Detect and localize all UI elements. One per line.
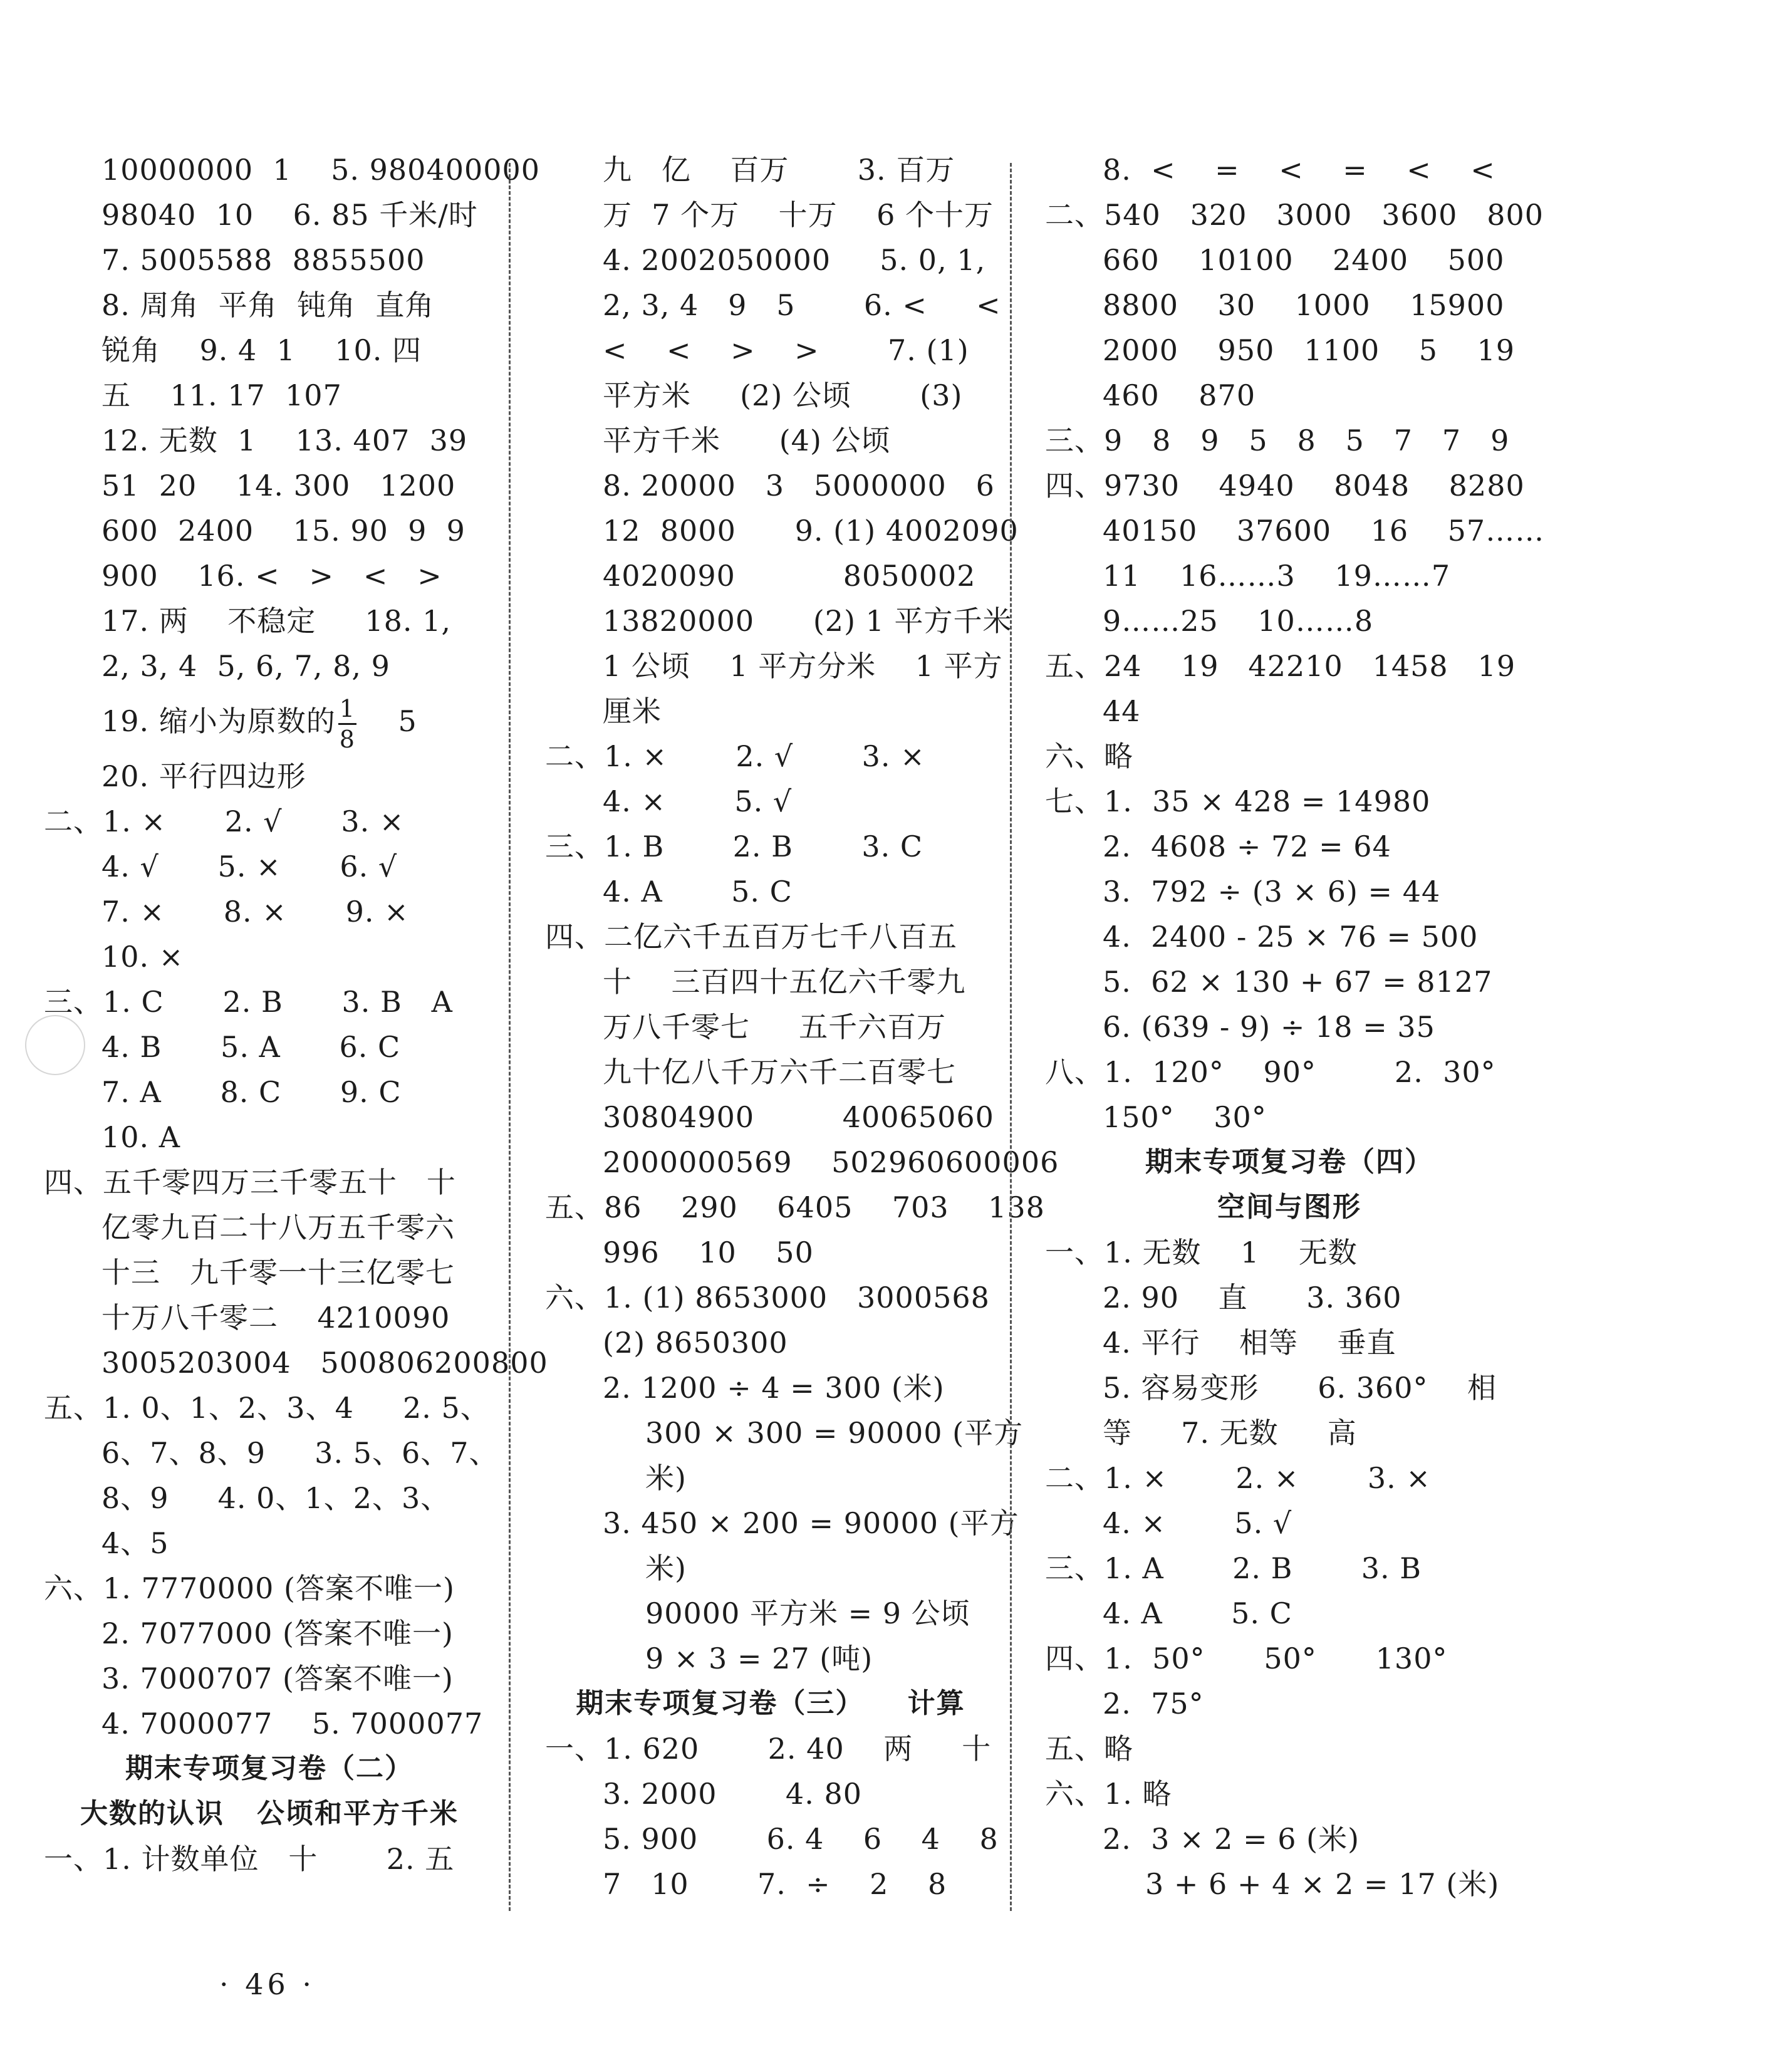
answer-text: 六、1. 7770000 (答案不唯一): [44, 1571, 455, 1605]
answer-line: [44, 934, 495, 979]
answer-text: 12 8000 9. (1) 4002090: [603, 514, 1019, 548]
answer-text: 3005203004 500806200800: [101, 1346, 548, 1380]
answer-line: [545, 147, 996, 192]
answer-line: [44, 192, 495, 237]
answer-line: [545, 1004, 996, 1049]
section-heading: [44, 1746, 495, 1791]
answer-text: 2, 3, 4 5, 6, 7, 8, 9: [101, 649, 390, 683]
answer-text: 米): [645, 1551, 687, 1585]
answer-line: [44, 889, 495, 934]
answer-text: 7. 5005588 8855500: [101, 243, 425, 277]
answer-text: 四、1. 50° 50° 130°: [1045, 1642, 1448, 1675]
answer-line: [1045, 1410, 1534, 1455]
answer-line: [1045, 643, 1534, 689]
answer-text: 11 16……3 19……7: [1103, 559, 1451, 593]
answer-text: (2) 8650300: [603, 1326, 788, 1360]
answer-text: 98040 10 6. 85 千米/时: [101, 198, 478, 232]
answer-text: 2000000569 502960600006: [603, 1145, 1059, 1179]
answer-line: [545, 1230, 996, 1275]
answer-line: [1045, 1320, 1534, 1365]
answer-text: 3. 450 × 200 = 90000 (平方: [603, 1506, 1019, 1540]
answer-text: 二、1. × 2. √ 3. ×: [545, 739, 925, 773]
answer-line: [44, 463, 495, 508]
answer-line: [1045, 328, 1534, 373]
answer-line: [1045, 1861, 1534, 1907]
answer-line: [1045, 463, 1534, 508]
answer-text: 十 三百四十五亿六千零九: [603, 965, 966, 999]
answer-line: [545, 1501, 1019, 1546]
answer-line: [545, 869, 996, 914]
answer-line: [44, 553, 495, 598]
answer-line: [545, 373, 996, 418]
answer-text: 四、二亿六千五百万七千八百五: [545, 920, 957, 954]
answer-line: [44, 237, 495, 283]
answer-text: 五、86 290 6405 703 138: [545, 1190, 1045, 1224]
answer-text: 40150 37600 16 57……: [1103, 514, 1545, 548]
answer-line: [1045, 147, 1534, 192]
answer-text: 二、540 320 3000 3600 800: [1045, 198, 1544, 232]
answer-line: [44, 1115, 495, 1160]
answer-text: 九十亿八千万六千二百零七: [603, 1055, 956, 1089]
answer-text: 六、略: [1045, 739, 1133, 773]
answer-text-after: 5: [358, 704, 417, 738]
answer-text: 期末专项复习卷（四）: [1145, 1146, 1433, 1178]
answer-line: [545, 1726, 996, 1771]
answer-text: 米): [645, 1461, 687, 1495]
answer-line: [545, 1320, 996, 1365]
answer-text: 八、1. 120° 90° 2. 30°: [1045, 1055, 1496, 1089]
answer-line: [1045, 553, 1534, 598]
answer-line: [545, 1546, 996, 1591]
answer-text: 2. 90 直 3. 360: [1103, 1281, 1402, 1315]
answer-line: [44, 373, 495, 418]
answer-line: [44, 147, 541, 192]
answer-text: 4. 7000077 5. 7000077: [101, 1707, 484, 1741]
answer-text: 五、1. 0、1、2、3、4 2. 5、: [44, 1391, 490, 1425]
answer-text: 六、1. 略: [1045, 1777, 1172, 1811]
answer-text: 一、1. 620 2. 40 两 十: [545, 1732, 992, 1766]
answer-text: 4. 平行 相等 垂直: [1103, 1326, 1396, 1360]
answer-line: [1045, 373, 1534, 418]
answer-text: 六、1. (1) 8653000 3000568: [545, 1281, 990, 1315]
answer-text: 9……25 10……8: [1103, 604, 1374, 638]
answer-line: [1045, 192, 1544, 237]
section-heading: [1045, 1140, 1534, 1185]
column-left: [44, 147, 548, 1882]
answer-line: [44, 799, 495, 844]
answer-text: 90000 平方米 = 9 公顷: [645, 1596, 970, 1630]
answer-text: 2. 3 × 2 = 6 (米): [1103, 1822, 1360, 1856]
answer-text: 30804900 40065060: [603, 1100, 994, 1134]
answer-text: 19. 缩小为原数的: [101, 704, 336, 738]
answer-text: 7 10 7. ÷ 2 8: [603, 1867, 947, 1901]
section-heading: [44, 1791, 495, 1836]
answer-text: 10000000 1 5. 980400000: [101, 153, 541, 187]
answer-text: 期末专项复习卷（二）: [125, 1752, 413, 1784]
answer-text: 4. 2002050000 5. 0, 1,: [603, 243, 986, 277]
answer-line: [1045, 1275, 1534, 1320]
answer-line: [44, 508, 495, 553]
answer-line: [545, 1095, 996, 1140]
answer-line: [545, 508, 1019, 553]
answer-text: 6. (639 - 9) ÷ 18 = 35: [1103, 1010, 1435, 1044]
answer-text: 8、9 4. 0、1、2、3、: [101, 1481, 450, 1515]
answer-line: [44, 1205, 495, 1250]
answer-line: [1045, 869, 1534, 914]
answer-text: 九 亿 百万 3. 百万: [603, 153, 955, 187]
answer-text: 平方米 (2) 公顷 (3): [603, 378, 963, 412]
answer-line: [545, 1365, 996, 1410]
answer-line: [545, 553, 996, 598]
answer-line: [44, 1521, 495, 1566]
faint-stamp-mark: [25, 1015, 85, 1075]
answer-line: [545, 1275, 996, 1320]
answer-text: 4. × 5. √: [603, 784, 793, 818]
answer-text: 3. 2000 4. 80: [603, 1777, 862, 1811]
answer-line: [44, 1566, 495, 1611]
answer-text: 8. 20000 3 5000000 6: [603, 469, 995, 502]
answer-text: 五、24 19 42210 1458 19: [1045, 649, 1516, 683]
answer-line: [545, 237, 996, 283]
answer-text: 12. 无数 1 13. 407 39: [101, 424, 468, 457]
answer-line: [1045, 598, 1534, 643]
answer-text: 4. A 5. C: [603, 875, 793, 908]
answer-line: [1045, 508, 1545, 553]
answer-text: 10. ×: [101, 940, 184, 974]
answer-text: 20. 平行四边形: [101, 759, 306, 793]
answer-text: 7. A 8. C 9. C: [101, 1075, 402, 1109]
answer-text: 51 20 14. 300 1200: [101, 469, 456, 502]
answer-text: 期末专项复习卷（三） 计算: [576, 1687, 965, 1719]
answer-line: [44, 1611, 495, 1656]
answer-line: [1045, 1726, 1534, 1771]
answer-text: 三、1. A 2. B 3. B: [1045, 1551, 1422, 1585]
answer-text: 等 7. 无数 高: [1103, 1416, 1357, 1450]
answer-line: [545, 463, 996, 508]
answer-text: 一、1. 无数 1 无数: [1045, 1236, 1358, 1269]
answer-line: [1045, 1591, 1534, 1636]
answer-line: [1045, 1501, 1534, 1546]
answer-text: 3. 792 ÷ (3 × 6) = 44: [1103, 875, 1441, 908]
section-heading: [545, 1681, 996, 1726]
answer-text: 8800 30 1000 15900: [1103, 288, 1505, 322]
answer-text: 5. 62 × 130 + 67 = 8127: [1103, 965, 1493, 999]
answer-text: 44: [1103, 694, 1141, 728]
answer-text: 9 × 3 = 27 (吨): [645, 1642, 873, 1675]
answer-text: 亿零九百二十八万五千零六: [101, 1210, 455, 1244]
answer-line: [44, 1701, 495, 1746]
answer-line: [44, 1024, 495, 1070]
answer-line: [545, 959, 996, 1004]
answer-line: [545, 779, 996, 824]
answer-text: 四、五千零四万三千零五十 十: [44, 1165, 456, 1199]
answer-text: < < > > 7. (1): [603, 333, 969, 367]
column-middle: [545, 147, 1059, 1907]
answer-line: [1045, 1771, 1534, 1816]
answer-text: 大数的认识 公顷和平方千米: [80, 1798, 459, 1830]
answer-text: 4. B 5. A 6. C: [101, 1030, 401, 1064]
answer-line: [1045, 824, 1534, 869]
answer-text: 8. < = < = < <: [1103, 153, 1495, 187]
fraction-denominator: 8: [339, 725, 355, 753]
answer-line: [44, 1160, 495, 1205]
answer-line: [545, 1410, 1024, 1455]
answer-text: 平方千米 (4) 公顷: [603, 424, 891, 457]
answer-line: [545, 824, 996, 869]
answer-line: [44, 328, 495, 373]
answer-text: 2. 1200 ÷ 4 = 300 (米): [603, 1371, 945, 1405]
answer-line: [44, 283, 495, 328]
answer-text: 五 11. 17 107: [101, 378, 342, 412]
answer-text: 3 + 6 + 4 × 2 = 17 (米): [1145, 1867, 1500, 1901]
answer-line: [44, 1476, 495, 1521]
answer-line: [1045, 1546, 1534, 1591]
answer-line: [44, 1340, 548, 1385]
answer-line: [44, 418, 495, 463]
answer-line: [44, 1430, 499, 1476]
answer-line: [545, 1185, 1045, 1230]
answer-text: 十三 九千零一十三亿零七: [101, 1256, 455, 1289]
answer-text: 3. 7000707 (答案不唯一): [101, 1662, 454, 1695]
answer-text: 2. 7077000 (答案不唯一): [101, 1616, 454, 1650]
answer-text: 4020090 8050002: [603, 559, 976, 593]
answer-line: [1045, 1636, 1534, 1681]
answer-line: [545, 1636, 996, 1681]
answer-text: 空间与图形: [1217, 1191, 1361, 1223]
answer-text: 厘米: [603, 694, 662, 728]
answer-line: [545, 643, 1003, 689]
answer-text: 5. 容易变形 6. 360° 相: [1103, 1371, 1497, 1405]
answer-text: 900 16. < > < >: [101, 559, 442, 593]
answer-line: [1045, 418, 1534, 463]
answer-text: 600 2400 15. 90 9 9: [101, 514, 465, 548]
answer-line: [1045, 689, 1534, 734]
section-heading: [1045, 1185, 1534, 1230]
answer-text: 十万八千零二 4210090: [101, 1301, 450, 1335]
answer-text: 七、1. 35 × 428 = 14980: [1045, 784, 1431, 818]
answer-line: [1045, 1455, 1534, 1501]
answer-line: [44, 1385, 495, 1430]
answer-line: [545, 1816, 999, 1861]
answer-text: 5. 900 6. 4 6 4 8: [603, 1822, 999, 1856]
answer-text: 4. A 5. C: [1103, 1596, 1292, 1630]
answer-text: 一、1. 计数单位 十 2. 五: [44, 1842, 455, 1876]
answer-line: [44, 844, 495, 889]
answer-text: 17. 两 不稳定 18. 1,: [101, 604, 452, 638]
answer-text: 4. 2400 - 25 × 76 = 500: [1103, 920, 1479, 954]
answer-line: [1045, 283, 1534, 328]
answer-line: [1045, 1365, 1534, 1410]
answer-text: 万八千零七 五千六百万: [603, 1010, 947, 1044]
answer-text: 三、9 8 9 5 8 5 7 7 9: [1045, 424, 1510, 457]
answer-text: 五、略: [1045, 1732, 1133, 1766]
answer-line: [44, 1836, 495, 1882]
answer-text: 996 10 50: [603, 1236, 814, 1269]
answer-line: [545, 914, 996, 959]
answer-text: 2. 4608 ÷ 72 = 64: [1103, 830, 1391, 863]
page-number: · 46 ·: [219, 1967, 316, 2001]
answer-line: [545, 283, 1001, 328]
answer-text: 2. 75°: [1103, 1687, 1204, 1721]
column-divider-left: [509, 163, 511, 1911]
answer-line: [545, 1861, 996, 1907]
answer-text: 二、1. × 2. √ 3. ×: [44, 804, 405, 838]
answer-text: 10. A: [101, 1120, 180, 1154]
answer-text: 4. × 5. √: [1103, 1506, 1292, 1540]
answer-text: 150° 30°: [1103, 1100, 1267, 1134]
answer-line: [545, 1049, 996, 1095]
answer-line: [44, 643, 495, 689]
column-right: [1045, 147, 1545, 1907]
fraction-numerator: 1: [338, 697, 356, 725]
answer-text: 6、7、8、9 3. 5、6、7、: [101, 1436, 499, 1470]
answer-text: 锐角 9. 4 1 10. 四: [101, 333, 422, 367]
answer-line: [44, 1656, 495, 1701]
answer-line: [545, 1591, 996, 1636]
answer-line: [545, 1771, 996, 1816]
answer-line: [44, 689, 495, 754]
answer-line: [44, 1250, 495, 1295]
answer-text: 三、1. C 2. B 3. B A: [44, 985, 453, 1019]
answer-text: 8. 周角 平角 钝角 直角: [101, 288, 435, 322]
answer-line: [44, 979, 495, 1024]
answer-line: [1045, 237, 1534, 283]
answer-line: [545, 734, 996, 779]
answer-text: 二、1. × 2. × 3. ×: [1045, 1461, 1431, 1495]
answer-text: 660 10100 2400 500: [1103, 243, 1505, 277]
answer-line: [1045, 1049, 1534, 1095]
answer-text: 四、9730 4940 8048 8280: [1045, 469, 1525, 502]
answer-line: [44, 598, 495, 643]
answer-line: [1045, 734, 1534, 779]
answer-line: [1045, 1681, 1534, 1726]
fraction: [338, 694, 356, 753]
answer-line: [1045, 1816, 1534, 1861]
answer-text: 300 × 300 = 90000 (平方: [645, 1416, 1024, 1450]
answer-line: [1045, 779, 1534, 824]
answer-line: [545, 192, 996, 237]
answer-line: [545, 418, 996, 463]
answer-line: [44, 754, 495, 799]
answer-line: [545, 598, 1012, 643]
answer-text: 1 公顷 1 平方分米 1 平方: [603, 649, 1003, 683]
answer-text: 460 870: [1103, 378, 1256, 412]
answer-line: [545, 689, 996, 734]
answer-text: 三、1. B 2. B 3. C: [545, 830, 923, 863]
answer-line: [1045, 1230, 1534, 1275]
answer-line: [545, 328, 996, 373]
answer-line: [1045, 1004, 1534, 1049]
answer-text: 4. √ 5. × 6. √: [101, 850, 398, 883]
answer-line: [1045, 914, 1534, 959]
answer-text: 7. × 8. × 9. ×: [101, 895, 409, 929]
answer-line: [44, 1070, 495, 1115]
answer-text: 2, 3, 4 9 5 6. < <: [603, 288, 1001, 322]
answer-text: 4、5: [101, 1526, 169, 1560]
answer-text: 13820000 (2) 1 平方千米: [603, 604, 1012, 638]
answer-line: [545, 1140, 1059, 1185]
answer-line: [1045, 1095, 1534, 1140]
column-divider-right: [1010, 163, 1012, 1911]
answer-text: 万 7 个万 十万 6 个十万: [603, 198, 994, 232]
answer-line: [545, 1455, 996, 1501]
answer-text: 2000 950 1100 5 19: [1103, 333, 1515, 367]
answer-line: [1045, 959, 1534, 1004]
answer-line: [44, 1295, 495, 1340]
